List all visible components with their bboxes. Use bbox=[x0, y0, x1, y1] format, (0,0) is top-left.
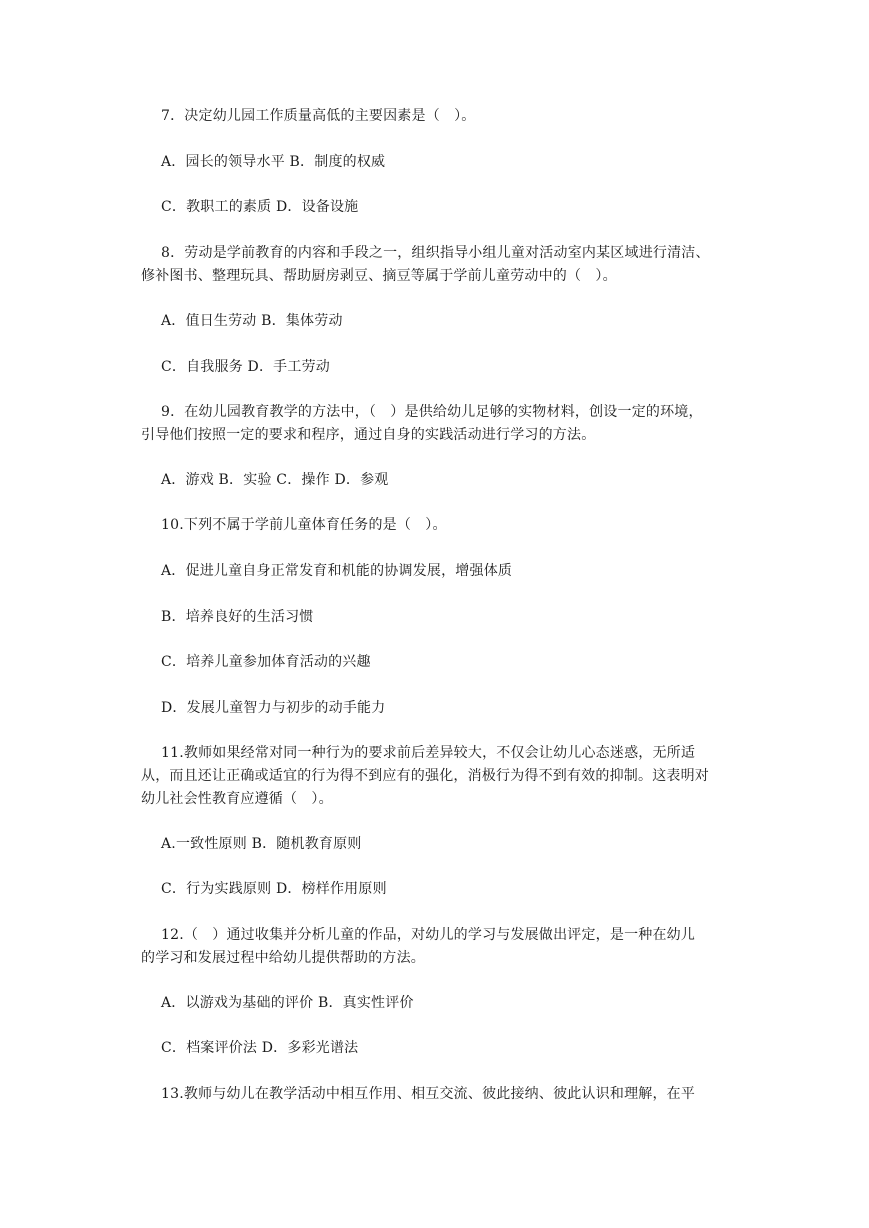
q12-option-line: A．以游戏为基础的评价 B．真实性评价 bbox=[161, 995, 414, 1011]
q9-stem-continued: 引导他们按照一定的要求和程序，通过自身的实践活动进行学习的方法。 bbox=[141, 427, 596, 443]
q11-option-line: A.一致性原则 B．随机教育原则 bbox=[161, 836, 362, 852]
q13-stem: 13.教师与幼儿在教学活动中相互作用、相互交流、彼此接纳、彼此认识和理解，在平 bbox=[161, 1086, 696, 1102]
q11-option-line: C．行为实践原则 D．榜样作用原则 bbox=[161, 881, 387, 897]
q10-option-b: B．培养良好的生活习惯 bbox=[161, 609, 314, 625]
q7-stem: 7．决定幼儿园工作质量高低的主要因素是（ ）。 bbox=[161, 108, 476, 124]
q9-option-line: A．游戏 B．实验 C．操作 D．参观 bbox=[161, 472, 389, 488]
q7-option-line: A．园长的领导水平 B．制度的权威 bbox=[161, 154, 386, 170]
q11-stem: 11.教师如果经常对同一种行为的要求前后差异较大，不仅会让幼儿心态迷惑，无所适 bbox=[161, 745, 696, 761]
q10-stem: 10.下列不属于学前儿童体育任务的是（ ）。 bbox=[161, 517, 447, 533]
q7-option-line: C．教职工的素质 D．设备设施 bbox=[161, 199, 359, 215]
q8-option-line: A．值日生劳动 B．集体劳动 bbox=[161, 313, 343, 329]
q10-option-a: A．促进儿童自身正常发育和机能的协调发展，增强体质 bbox=[161, 563, 513, 579]
q8-stem: 8．劳动是学前教育的内容和手段之一，组织指导小组儿童对活动室内某区域进行清洁、 bbox=[161, 245, 710, 261]
q11-stem-continued: 从，而且还让正确或适宜的行为得不到应有的强化，消极行为得不到有效的抑制。这表明对 bbox=[141, 768, 709, 784]
q12-option-line: C．档案评价法 D．多彩光谱法 bbox=[161, 1040, 359, 1056]
q10-option-c: C．培养儿童参加体育活动的兴趣 bbox=[161, 654, 371, 670]
q12-stem-continued: 的学习和发展过程中给幼儿提供帮助的方法。 bbox=[141, 950, 425, 966]
q8-stem-continued: 修补图书、整理玩具、帮助厨房剥豆、摘豆等属于学前儿童劳动中的（ ）。 bbox=[141, 268, 617, 284]
q11-stem-continued: 幼儿社会性教育应遵循（ ）。 bbox=[141, 791, 333, 807]
q10-option-d: D．发展儿童智力与初步的动手能力 bbox=[161, 700, 386, 716]
q8-option-line: C．自我服务 D．手工劳动 bbox=[161, 359, 330, 375]
q12-stem: 12.（ ）通过收集并分析儿童的作品，对幼儿的学习与发展做出评定，是一种在幼儿 bbox=[161, 927, 696, 943]
q9-stem: 9．在幼儿园教育教学的方法中，（ ）是供给幼儿足够的实物材料，创设一定的环境， bbox=[161, 404, 703, 420]
